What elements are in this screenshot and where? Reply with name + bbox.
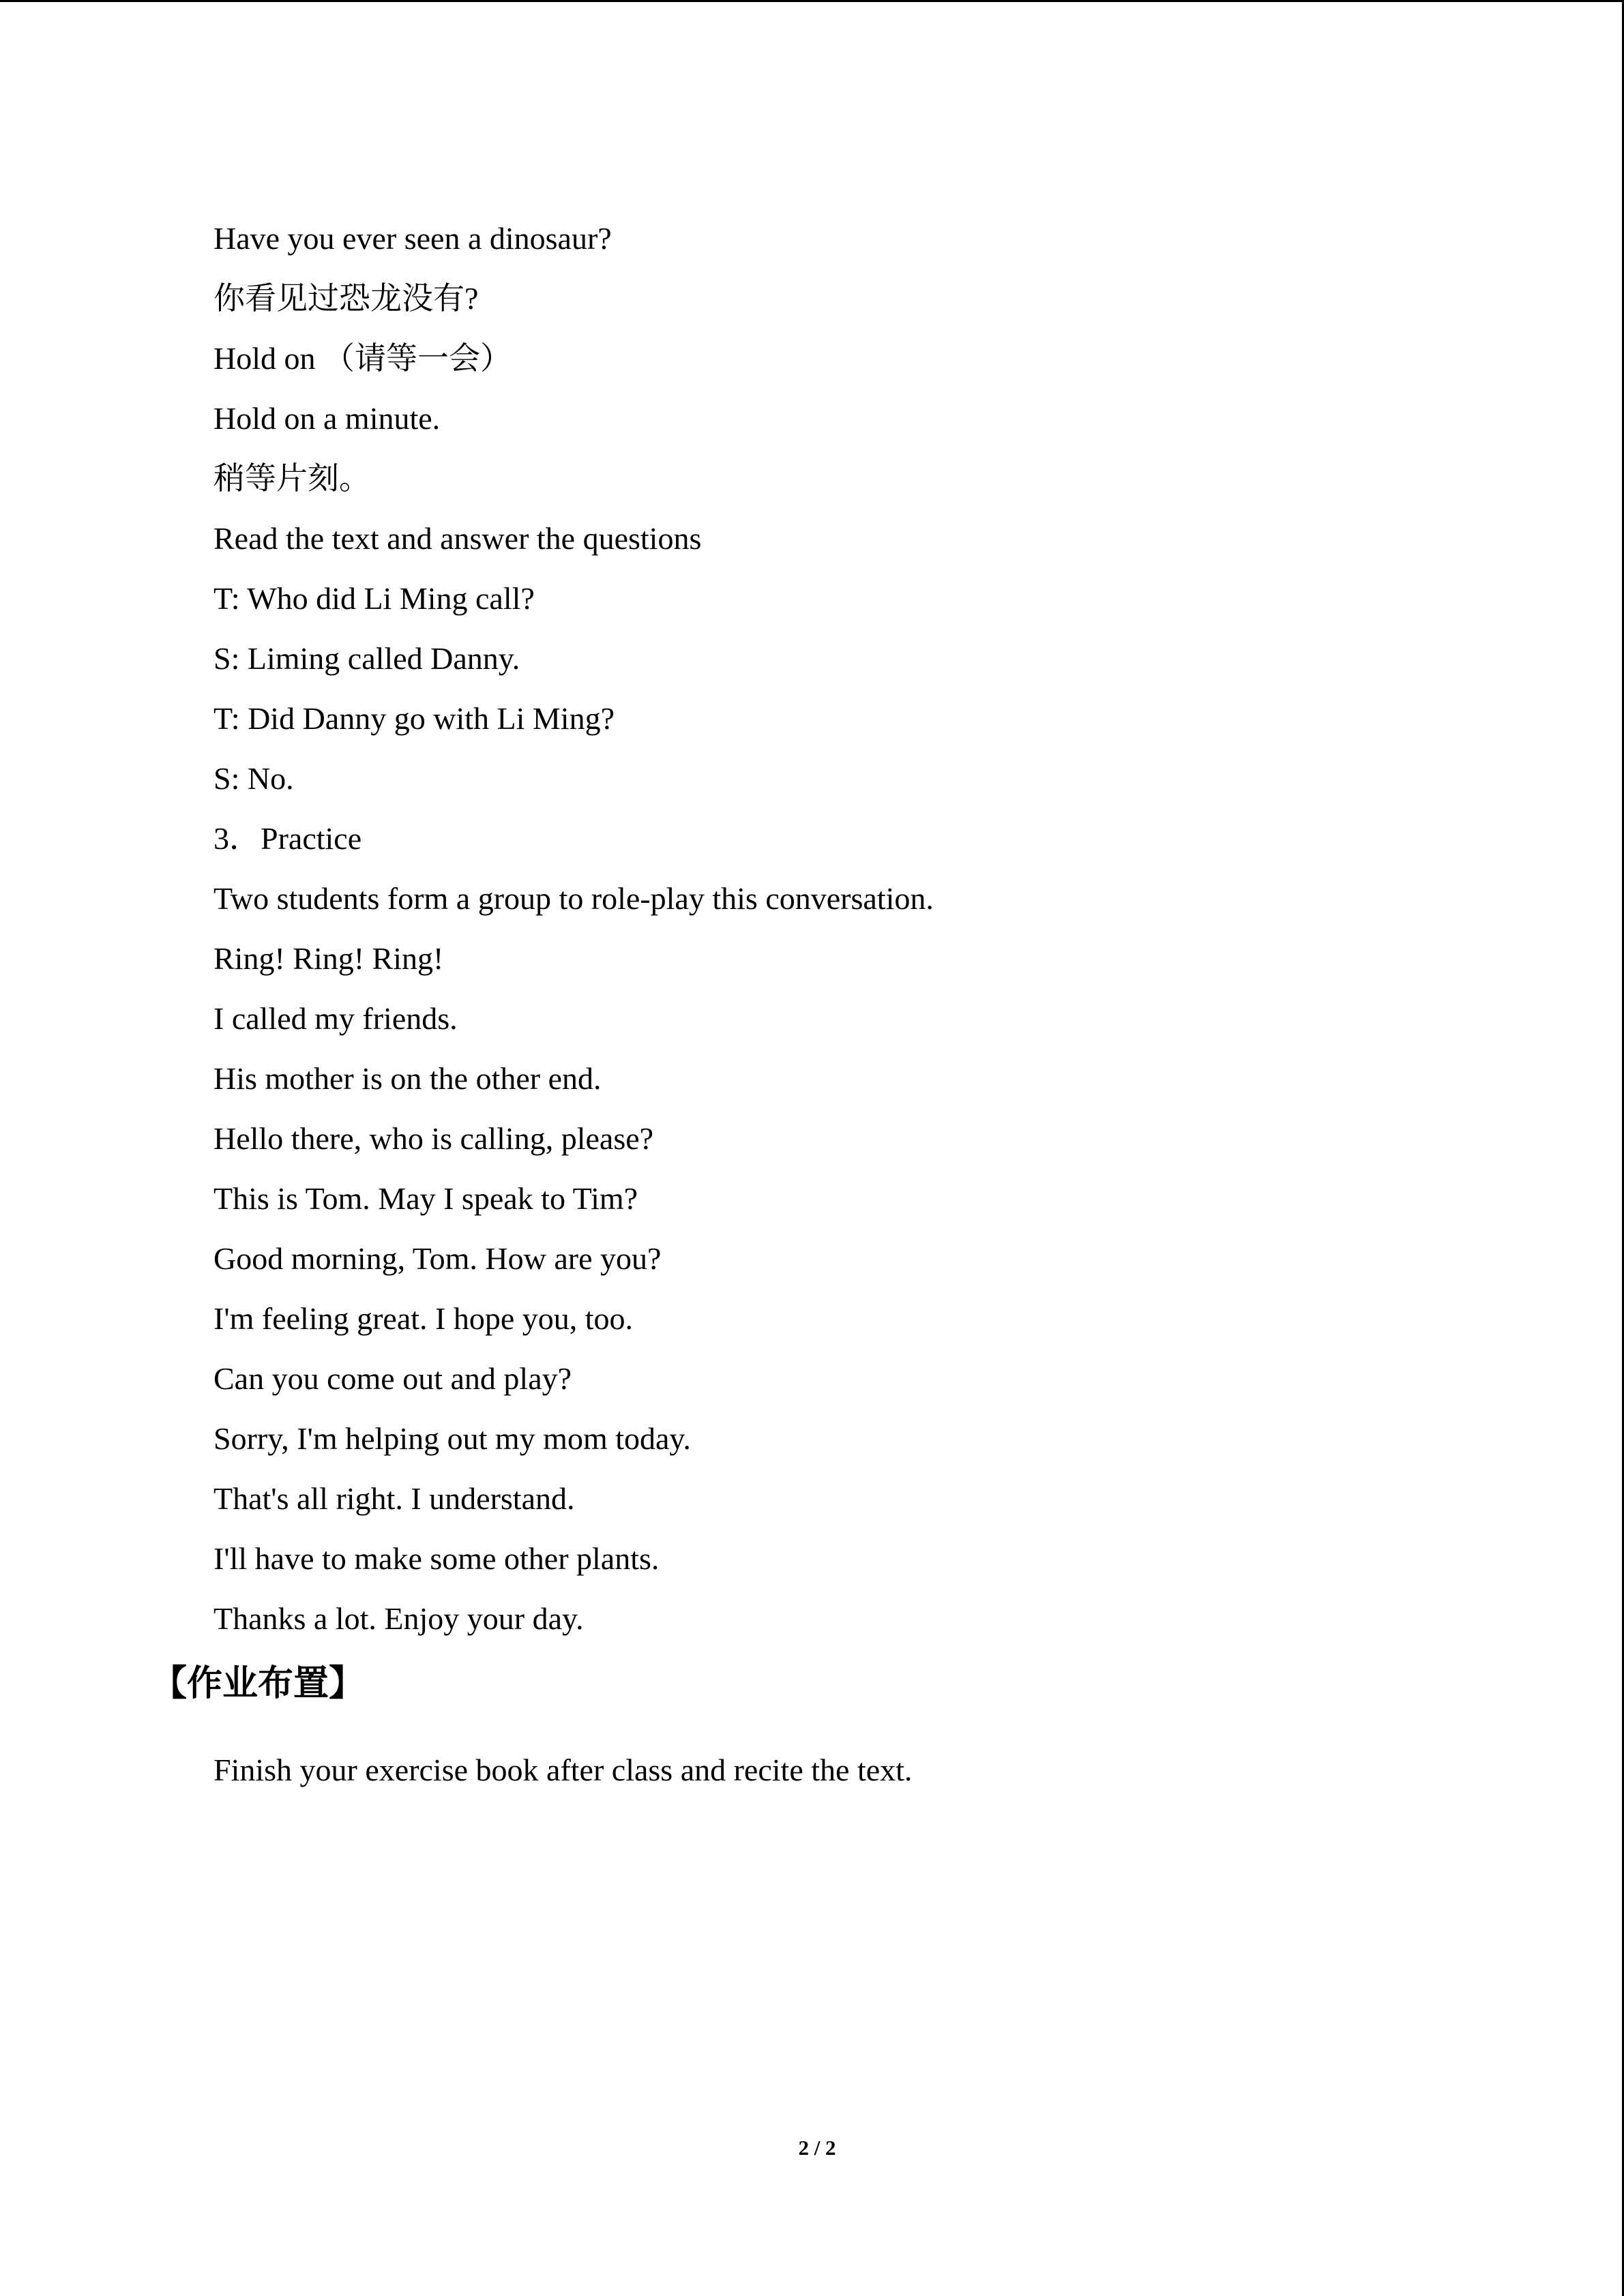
text-line: S: Liming called Danny.	[213, 641, 520, 676]
text-line: I called my friends.	[213, 1001, 458, 1036]
text-line: T: Who did Li Ming call?	[213, 581, 535, 616]
homework-heading: 【作业布置】	[151, 1664, 365, 1703]
text-line: Hold on a minute.	[213, 401, 441, 436]
page-number: 2 / 2	[798, 2136, 836, 2160]
lesson-body	[213, 209, 1509, 1649]
section-heading-practice: 3．Practice	[213, 821, 362, 856]
text-line: I'm feeling great. I hope you, too.	[213, 1301, 634, 1336]
text-line: Good morning, Tom. How are you?	[213, 1241, 662, 1276]
text-line: I'll have to make some other plants.	[213, 1541, 660, 1576]
text-line: Can you come out and play?	[213, 1361, 572, 1396]
text-line: This is Tom. May I speak to Tim?	[213, 1181, 638, 1216]
text-line: His mother is on the other end.	[213, 1061, 602, 1096]
text-line: S: No.	[213, 761, 294, 796]
text-line: Two students form a group to role-play this conversation.	[213, 881, 934, 916]
text-line: 稍等片刻。	[213, 461, 370, 496]
text-line: Hold on （请等一会）	[213, 341, 512, 376]
text-line: Ring! Ring! Ring!	[213, 941, 444, 976]
text-line: Have you ever seen a dinosaur?	[213, 221, 612, 256]
text-line: That's all right. I understand.	[213, 1481, 575, 1516]
text-line: T: Did Danny go with Li Ming?	[213, 701, 615, 736]
homework-text: Finish your exercise book after class and recite the text.	[213, 1753, 913, 1787]
text-line: Read the text and answer the questions	[213, 521, 702, 556]
text-line: Sorry, I'm helping out my mom today.	[213, 1421, 691, 1456]
text-line: 你看见过恐龙没有?	[213, 281, 479, 316]
text-line: Thanks a lot. Enjoy your day.	[213, 1601, 584, 1636]
text-line: Hello there, who is calling, please?	[213, 1121, 654, 1156]
